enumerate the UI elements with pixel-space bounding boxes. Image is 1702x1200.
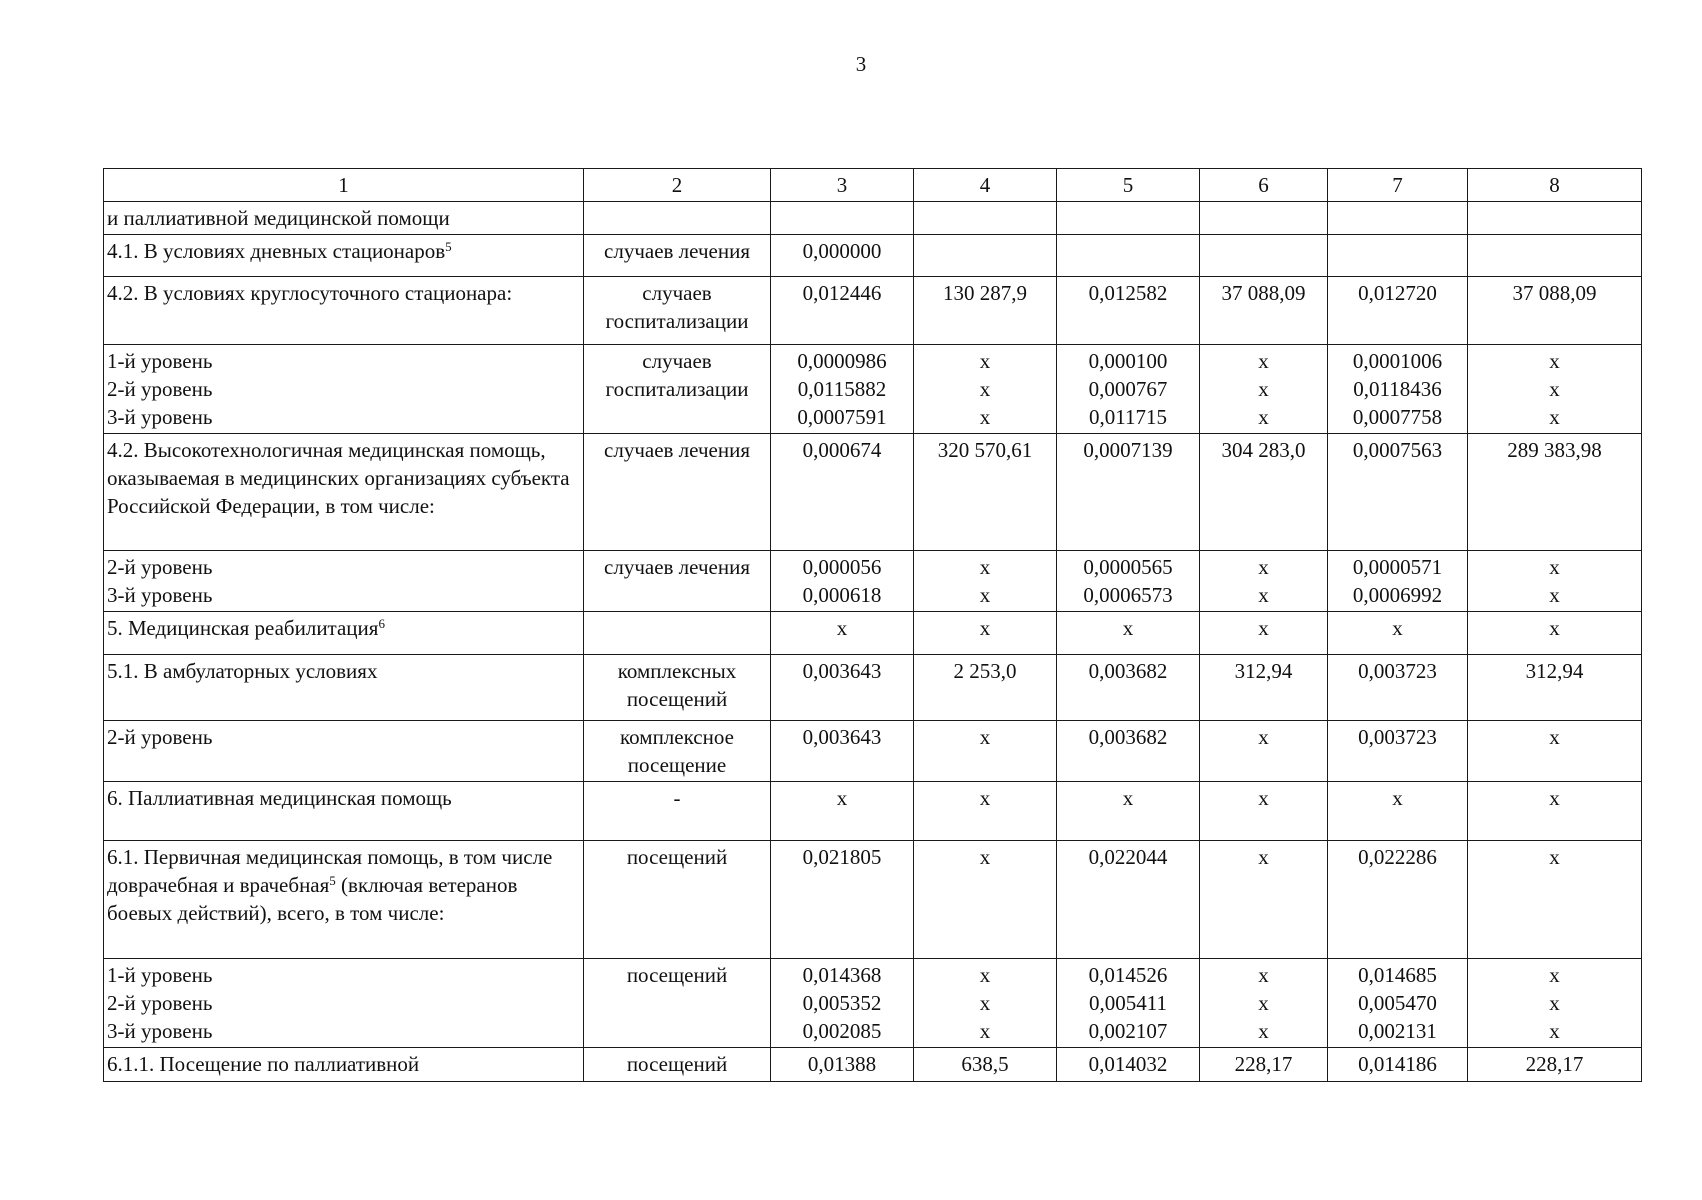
cell-text: 4.2. В условиях круглосуточного стационара: xyxy=(107,281,513,305)
cell-text: x xyxy=(979,349,991,373)
cell-text: 312,94 xyxy=(1234,659,1293,683)
cell-text: 0,003682 xyxy=(1088,659,1168,683)
cell-text: 0,000056 xyxy=(802,555,882,579)
unit-cell xyxy=(584,345,771,434)
column-header-5: 5 xyxy=(1057,169,1200,202)
value-cell xyxy=(1057,782,1200,841)
value-cell xyxy=(914,655,1057,721)
value-cell xyxy=(914,434,1057,551)
value-cell xyxy=(914,551,1057,612)
cell-text: случаев лечения xyxy=(604,555,750,579)
cell-text: 0,003643 xyxy=(802,725,882,749)
cell-text: x xyxy=(1549,1019,1560,1043)
column-header-7: 7 xyxy=(1328,169,1468,202)
unit-cell xyxy=(584,721,771,782)
value-cell xyxy=(1057,434,1200,551)
cell-text: x xyxy=(836,616,848,640)
value-cell xyxy=(1468,551,1642,612)
cell-text: 0,000618 xyxy=(802,583,882,607)
column-header-3: 3 xyxy=(771,169,914,202)
value-cell xyxy=(771,721,914,782)
cell-text: 0,005411 xyxy=(1089,991,1167,1015)
value-cell xyxy=(1468,235,1642,277)
value-cell xyxy=(1328,655,1468,721)
value-cell xyxy=(771,345,914,434)
footnote-ref: 5 xyxy=(329,873,336,888)
value-cell xyxy=(914,1048,1057,1082)
cell-text: x xyxy=(1258,555,1269,579)
cell-text: посещений xyxy=(626,1052,728,1076)
cell-text: посещений xyxy=(626,687,728,711)
value-cell xyxy=(1200,1048,1328,1082)
cell-text: 0,0007563 xyxy=(1352,438,1443,462)
cell-text: 0,014368 xyxy=(802,963,882,987)
cell-text: 228,17 xyxy=(1525,1052,1584,1076)
cell-text: 1-й уровень xyxy=(107,349,213,373)
value-cell xyxy=(771,235,914,277)
value-cell xyxy=(914,841,1057,959)
cell-text: 228,17 xyxy=(1234,1052,1293,1076)
cell-text: 3-й уровень xyxy=(107,583,213,607)
value-cell xyxy=(1057,202,1200,235)
cell-text: 0,014526 xyxy=(1088,963,1168,987)
cell-text: 2-й уровень xyxy=(107,725,213,749)
cell-text: 0,005352 xyxy=(802,991,882,1015)
cell-text: госпитализации xyxy=(605,309,749,333)
value-cell xyxy=(771,782,914,841)
cell-text: x xyxy=(979,377,991,401)
value-cell xyxy=(1328,345,1468,434)
value-cell xyxy=(1200,721,1328,782)
cell-text: x xyxy=(979,1019,991,1043)
value-cell xyxy=(1468,202,1642,235)
cell-text: 0,0006573 xyxy=(1083,583,1173,607)
cell-text: 0,003723 xyxy=(1358,659,1437,683)
cell-text: x xyxy=(979,725,991,749)
value-cell xyxy=(1200,434,1328,551)
cell-text: x xyxy=(1258,616,1269,640)
value-cell xyxy=(771,551,914,612)
row-label-cell xyxy=(104,235,584,277)
table-row xyxy=(104,202,1642,235)
cell-text: госпитализации xyxy=(605,377,749,401)
value-cell xyxy=(1468,612,1642,655)
cell-text: x xyxy=(1258,725,1269,749)
row-label-cell xyxy=(104,277,584,345)
cell-text: 0,005470 xyxy=(1358,991,1437,1015)
table-row xyxy=(104,721,1642,782)
value-cell xyxy=(1328,959,1468,1048)
table-row xyxy=(104,434,1642,551)
cell-text: и паллиативной медицинской помощи xyxy=(107,206,450,230)
value-cell xyxy=(1468,277,1642,345)
value-cell xyxy=(914,612,1057,655)
cell-text: случаев лечения xyxy=(604,239,750,263)
cell-text: x xyxy=(1258,991,1269,1015)
cell-text: 0,000000 xyxy=(802,239,882,263)
cell-text: x xyxy=(1549,786,1560,810)
cell-text: x xyxy=(979,845,991,869)
cell-text: 0,012446 xyxy=(802,281,882,305)
table-row xyxy=(104,551,1642,612)
page-number: 3 xyxy=(855,52,867,76)
cell-text: 0,011715 xyxy=(1089,405,1167,429)
cell-text: 0,014186 xyxy=(1358,1052,1437,1076)
value-cell xyxy=(1057,841,1200,959)
value-cell xyxy=(1328,782,1468,841)
value-cell xyxy=(1328,235,1468,277)
row-label-cell xyxy=(104,345,584,434)
value-cell xyxy=(914,345,1057,434)
cell-text: 4.1. В условиях дневных стационаров$^5$ xyxy=(107,239,452,263)
cell-text: посещений xyxy=(626,845,728,869)
unit-cell xyxy=(584,612,771,655)
row-label-cell xyxy=(104,551,584,612)
unit-cell xyxy=(584,235,771,277)
cell-text: 6.1.1. Посещение по паллиативной xyxy=(107,1052,420,1076)
value-cell xyxy=(1468,782,1642,841)
value-cell xyxy=(771,202,914,235)
cell-text: 0,0007758 xyxy=(1352,405,1443,429)
cell-text: x xyxy=(1122,786,1134,810)
unit-cell xyxy=(584,959,771,1048)
cell-text: 130 287,9 xyxy=(943,281,1027,305)
value-cell xyxy=(1328,612,1468,655)
value-cell xyxy=(1468,345,1642,434)
cell-text: 0,0118436 xyxy=(1353,377,1442,401)
value-cell xyxy=(1200,202,1328,235)
value-cell xyxy=(1328,721,1468,782)
cell-text: 0,0000986 xyxy=(797,349,887,373)
cell-text: 0,012582 xyxy=(1088,281,1168,305)
cell-text: 2-й уровень xyxy=(107,555,213,579)
cell-text: 2-й уровень xyxy=(107,377,213,401)
cell-text: x xyxy=(1549,349,1560,373)
row-label-cell xyxy=(104,1048,584,1082)
cell-text: 0,002085 xyxy=(802,1019,882,1043)
cell-text: 3-й уровень xyxy=(107,1019,213,1043)
cell-text: 0,0000565 xyxy=(1083,555,1173,579)
value-cell xyxy=(1468,1048,1642,1082)
value-cell xyxy=(1200,959,1328,1048)
cell-text: x xyxy=(1392,786,1403,810)
cell-text: x xyxy=(1549,616,1560,640)
cell-text: 320 570,61 xyxy=(937,438,1033,462)
cell-text: 0,014032 xyxy=(1088,1052,1168,1076)
value-cell xyxy=(771,277,914,345)
cell-text: случаев xyxy=(642,281,712,305)
unit-cell xyxy=(584,841,771,959)
value-cell xyxy=(771,655,914,721)
cell-text: 0,0001006 xyxy=(1352,349,1443,373)
table-row xyxy=(104,655,1642,721)
value-cell xyxy=(1468,841,1642,959)
cell-text: x xyxy=(979,786,991,810)
cell-text: x xyxy=(1549,845,1560,869)
cell-text: x xyxy=(1549,991,1560,1015)
value-cell xyxy=(1057,345,1200,434)
cell-text: случаев лечения xyxy=(604,438,750,462)
cell-text: x xyxy=(1549,963,1560,987)
data-table xyxy=(103,168,1642,1082)
value-cell xyxy=(1328,551,1468,612)
cell-text: x xyxy=(1258,1019,1269,1043)
cell-text: x xyxy=(979,583,991,607)
unit-cell xyxy=(584,551,771,612)
unit-cell xyxy=(584,782,771,841)
cell-text: 37 088,09 xyxy=(1512,281,1597,305)
cell-text: 0,0115882 xyxy=(797,377,887,401)
cell-text: x xyxy=(1258,405,1269,429)
value-cell xyxy=(1057,551,1200,612)
value-cell xyxy=(1200,841,1328,959)
cell-text: 1-й уровень xyxy=(107,963,213,987)
header-row xyxy=(104,169,1642,202)
cell-text: x xyxy=(979,616,991,640)
cell-text: x xyxy=(1392,616,1403,640)
value-cell xyxy=(914,782,1057,841)
row-label-cell xyxy=(104,612,584,655)
unit-cell xyxy=(584,434,771,551)
cell-text: 0,022286 xyxy=(1358,845,1437,869)
value-cell xyxy=(914,202,1057,235)
unit-cell xyxy=(584,202,771,235)
cell-text: 0,012720 xyxy=(1358,281,1437,305)
cell-text: - xyxy=(673,786,681,810)
value-cell xyxy=(1468,959,1642,1048)
cell-text: 5.1. В амбулаторных условиях xyxy=(107,659,378,683)
cell-text: x xyxy=(1549,725,1560,749)
cell-text: 0,0006992 xyxy=(1352,583,1443,607)
cell-text: случаев xyxy=(642,349,712,373)
cell-text: x xyxy=(1258,583,1269,607)
cell-text: x xyxy=(1549,405,1560,429)
cell-text: x xyxy=(1258,845,1269,869)
row-label-cell xyxy=(104,782,584,841)
cell-text: 0,003643 xyxy=(802,659,882,683)
cell-text: 2 253,0 xyxy=(953,659,1017,683)
cell-text: 37 088,09 xyxy=(1221,281,1306,305)
column-header-1: 1 xyxy=(104,169,584,202)
cell-text: x xyxy=(1258,377,1269,401)
cell-text: x xyxy=(1258,963,1269,987)
cell-text: 5. Медицинская реабилитация$^6$ xyxy=(107,616,385,640)
row-label-cell xyxy=(104,841,584,959)
row-label-cell xyxy=(104,202,584,235)
cell-text: комплексных xyxy=(617,659,737,683)
cell-text: 312,94 xyxy=(1525,659,1584,683)
row-label-cell xyxy=(104,434,584,551)
value-cell xyxy=(1200,612,1328,655)
value-cell xyxy=(1200,235,1328,277)
value-cell xyxy=(1200,782,1328,841)
cell-text: x xyxy=(836,786,848,810)
value-cell xyxy=(914,721,1057,782)
value-cell xyxy=(1200,277,1328,345)
cell-text: 638,5 xyxy=(961,1052,1009,1076)
table-row xyxy=(104,612,1642,655)
value-cell xyxy=(1468,721,1642,782)
cell-text: x xyxy=(1549,583,1560,607)
footnote-ref: 5 xyxy=(445,239,452,254)
value-cell xyxy=(771,841,914,959)
cell-text: x xyxy=(979,963,991,987)
value-cell xyxy=(771,959,914,1048)
cell-text: 0,01388 xyxy=(807,1052,877,1076)
unit-cell xyxy=(584,1048,771,1082)
cell-text: 0,002107 xyxy=(1088,1019,1168,1043)
value-cell xyxy=(1200,345,1328,434)
column-header-6: 6 xyxy=(1200,169,1328,202)
cell-text: 0,021805 xyxy=(802,845,882,869)
column-header-2: 2 xyxy=(584,169,771,202)
value-cell xyxy=(1328,434,1468,551)
table-row xyxy=(104,235,1642,277)
row-label-cell xyxy=(104,721,584,782)
cell-text: 0,0000571 xyxy=(1352,555,1443,579)
cell-text: x xyxy=(979,991,991,1015)
cell-text: 0,0007591 xyxy=(797,405,887,429)
cell-text: 4.2. Высокотехнологичная медицинская помощь, оказываемая в медицинских организациях субъекта Российской Федерации, в том числе: xyxy=(107,438,570,518)
table-row xyxy=(104,345,1642,434)
row-label-cell xyxy=(104,655,584,721)
cell-text: 289 383,98 xyxy=(1507,438,1602,462)
cell-text: 0,000100 xyxy=(1088,349,1168,373)
cell-text: x xyxy=(1258,786,1269,810)
cell-text: комплексное xyxy=(620,725,734,749)
column-header-4: 4 xyxy=(914,169,1057,202)
unit-cell xyxy=(584,277,771,345)
value-cell xyxy=(1057,1048,1200,1082)
table-row xyxy=(104,959,1642,1048)
value-cell xyxy=(1468,655,1642,721)
value-cell xyxy=(1200,655,1328,721)
value-cell xyxy=(1468,434,1642,551)
unit-cell xyxy=(584,655,771,721)
cell-text: 0,003723 xyxy=(1358,725,1437,749)
footnote-ref: 6 xyxy=(378,616,385,631)
cell-text: 0,0007139 xyxy=(1083,438,1173,462)
value-cell xyxy=(771,612,914,655)
cell-text: x xyxy=(1549,377,1560,401)
value-cell xyxy=(914,277,1057,345)
value-cell xyxy=(914,235,1057,277)
cell-text: 0,014685 xyxy=(1358,963,1437,987)
cell-text: x xyxy=(979,555,991,579)
cell-text: посещений xyxy=(626,963,728,987)
cell-text: 3-й уровень xyxy=(107,405,213,429)
value-cell xyxy=(1057,235,1200,277)
cell-text: x xyxy=(1549,555,1560,579)
cell-text: x xyxy=(1258,349,1269,373)
row-label-cell xyxy=(104,959,584,1048)
value-cell xyxy=(1328,277,1468,345)
value-cell xyxy=(1328,202,1468,235)
cell-text: посещение xyxy=(627,753,727,777)
table-row xyxy=(104,841,1642,959)
value-cell xyxy=(1057,277,1200,345)
column-header-8: 8 xyxy=(1468,169,1642,202)
cell-text: 304 283,0 xyxy=(1221,438,1306,462)
value-cell xyxy=(914,959,1057,1048)
table-body xyxy=(104,202,1642,1082)
value-cell xyxy=(1057,721,1200,782)
value-cell xyxy=(771,1048,914,1082)
cell-text: x xyxy=(979,405,991,429)
cell-text: 6.1. Первичная медицинская помощь, в том числе доврачебная и врачебная$^5$ (включая ветеранов боевых действий), всего, в том числе: xyxy=(107,845,553,925)
table-row xyxy=(104,782,1642,841)
cell-text: 0,000767 xyxy=(1088,377,1168,401)
cell-text: 0,022044 xyxy=(1088,845,1168,869)
table-row xyxy=(104,1048,1642,1082)
value-cell xyxy=(1057,612,1200,655)
table-row xyxy=(104,277,1642,345)
value-cell xyxy=(1057,959,1200,1048)
cell-text: 2-й уровень xyxy=(107,991,213,1015)
value-cell xyxy=(1328,1048,1468,1082)
cell-text: 0,002131 xyxy=(1358,1019,1437,1043)
cell-text: 0,003682 xyxy=(1088,725,1168,749)
cell-text: x xyxy=(1122,616,1134,640)
value-cell xyxy=(1057,655,1200,721)
value-cell xyxy=(1200,551,1328,612)
cell-text: 6. Паллиативная медицинская помощь xyxy=(107,786,452,810)
cell-text: 0,000674 xyxy=(802,438,882,462)
value-cell xyxy=(1328,841,1468,959)
value-cell xyxy=(771,434,914,551)
